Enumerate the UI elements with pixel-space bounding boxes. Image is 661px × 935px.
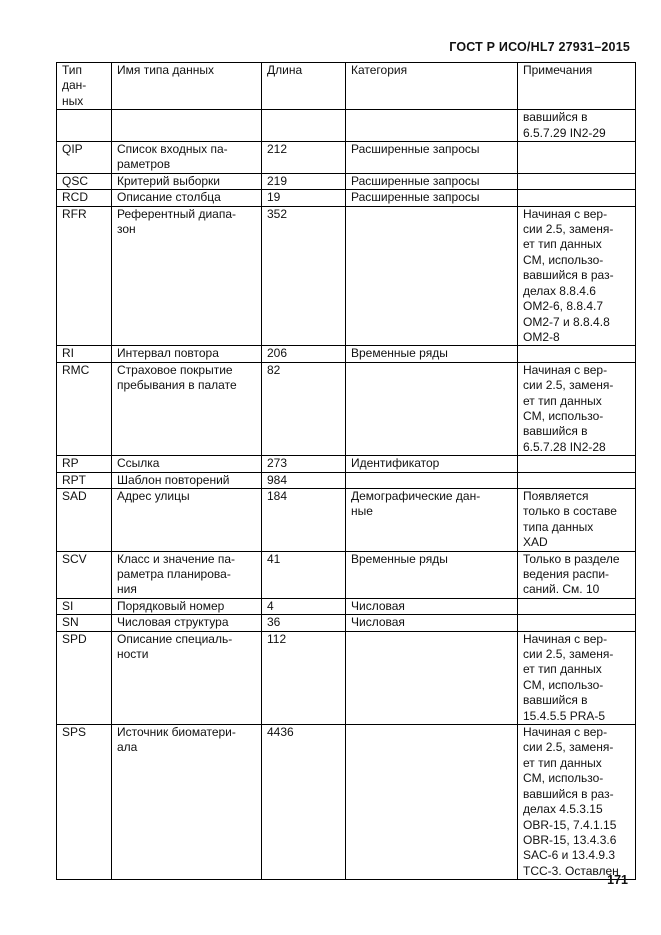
column-header-category: Категория	[346, 63, 518, 110]
cell-notes: Начиная с вер- сии 2.5, заменя- ет тип данных CM, использо- вавшийся в раз- делах 4.5.3.15 OBR-15, 7.4.1.15 OBR-15, 13.4.3.6 SAC-6 и 13.4.9.3 TCC-3. Оставлен	[518, 725, 636, 880]
cell-category: Расширенные запросы	[346, 142, 518, 174]
cell-notes: Начиная с вер- сии 2.5, заменя- ет тип данных CM, использо- вавшийся в 6.5.7.28 IN2-28	[518, 362, 636, 455]
cell-notes: Начиная с вер- сии 2.5, заменя- ет тип данных CM, использо- вавшийся в раз- делах 8.8.4.6 OM2-6, 8.8.4.7 OM2-7 и 8.8.4.8 OM2-8	[518, 206, 636, 346]
cell-length: 273	[262, 456, 346, 472]
cell-name: Страховое покрытие пребывания в палате	[112, 362, 262, 455]
cell-length: 352	[262, 206, 346, 346]
cell-category	[346, 631, 518, 724]
cell-code: RCD	[57, 190, 112, 206]
cell-notes	[518, 615, 636, 631]
table-row	[57, 346, 636, 362]
cell-notes: Только в разделе ведения распи- саний. См. 10	[518, 551, 636, 598]
cell-code: QSC	[57, 173, 112, 189]
cell-name: Интервал повтора	[112, 346, 262, 362]
table-row	[57, 472, 636, 488]
cell-notes	[518, 346, 636, 362]
cell-category: Числовая	[346, 615, 518, 631]
cell-category: Расширенные запросы	[346, 173, 518, 189]
cell-length: 112	[262, 631, 346, 724]
cell-category: Идентификатор	[346, 456, 518, 472]
cell-length: 206	[262, 346, 346, 362]
cell-name: Критерий выборки	[112, 173, 262, 189]
cell-notes	[518, 598, 636, 614]
table-row	[57, 110, 636, 142]
cell-code: RFR	[57, 206, 112, 346]
column-header-name: Имя типа данных	[112, 63, 262, 110]
cell-name: Источник биоматери- ала	[112, 725, 262, 880]
page-number: 171	[607, 873, 628, 887]
cell-name	[112, 110, 262, 142]
cell-code: SPD	[57, 631, 112, 724]
cell-code: RP	[57, 456, 112, 472]
cell-category	[346, 110, 518, 142]
cell-notes	[518, 173, 636, 189]
cell-length: 19	[262, 190, 346, 206]
data-types-table	[56, 62, 636, 880]
cell-notes: Начиная с вер- сии 2.5, заменя- ет тип данных CM, использо- вавшийся в 15.4.5.5 PRA-5	[518, 631, 636, 724]
cell-category: Демографические дан- ные	[346, 488, 518, 551]
cell-code: RPT	[57, 472, 112, 488]
cell-code: SI	[57, 598, 112, 614]
cell-category: Расширенные запросы	[346, 190, 518, 206]
cell-length: 41	[262, 551, 346, 598]
cell-code: SAD	[57, 488, 112, 551]
cell-notes: вавшийся в 6.5.7.29 IN2-29	[518, 110, 636, 142]
cell-length: 4	[262, 598, 346, 614]
cell-category	[346, 472, 518, 488]
cell-code: SCV	[57, 551, 112, 598]
cell-length	[262, 110, 346, 142]
cell-category	[346, 362, 518, 455]
cell-notes: Появляется только в составе типа данных XAD	[518, 488, 636, 551]
cell-name: Класс и значение па- раметра планирова- ния	[112, 551, 262, 598]
column-header-length: Длина	[262, 63, 346, 110]
cell-category: Числовая	[346, 598, 518, 614]
table-header-row	[57, 63, 636, 110]
cell-name: Описание столбца	[112, 190, 262, 206]
cell-length: 212	[262, 142, 346, 174]
cell-category	[346, 725, 518, 880]
cell-code: SN	[57, 615, 112, 631]
table-row	[57, 142, 636, 174]
column-header-notes: Примечания	[518, 63, 636, 110]
table-row	[57, 631, 636, 724]
cell-name: Числовая структура	[112, 615, 262, 631]
cell-notes	[518, 472, 636, 488]
cell-length: 36	[262, 615, 346, 631]
table-row	[57, 551, 636, 598]
table-row	[57, 362, 636, 455]
cell-name: Адрес улицы	[112, 488, 262, 551]
cell-code	[57, 110, 112, 142]
cell-length: 184	[262, 488, 346, 551]
table-body	[57, 110, 636, 880]
cell-length: 4436	[262, 725, 346, 880]
cell-name: Референтный диапа- зон	[112, 206, 262, 346]
cell-length: 82	[262, 362, 346, 455]
cell-length: 219	[262, 173, 346, 189]
table-row	[57, 598, 636, 614]
table-row	[57, 190, 636, 206]
column-header-type: Тип дан- ных	[57, 63, 112, 110]
table-row	[57, 456, 636, 472]
cell-code: QIP	[57, 142, 112, 174]
cell-name: Список входных па- раметров	[112, 142, 262, 174]
table-row	[57, 488, 636, 551]
table-row	[57, 725, 636, 880]
table-row	[57, 615, 636, 631]
cell-code: RI	[57, 346, 112, 362]
table-row	[57, 173, 636, 189]
cell-notes	[518, 456, 636, 472]
table-row	[57, 206, 636, 346]
cell-code: SPS	[57, 725, 112, 880]
cell-name: Ссылка	[112, 456, 262, 472]
cell-name: Описание специаль- ности	[112, 631, 262, 724]
document-header: ГОСТ Р ИСО/HL7 27931–2015	[449, 40, 630, 54]
cell-notes	[518, 142, 636, 174]
cell-category: Временные ряды	[346, 346, 518, 362]
cell-category	[346, 206, 518, 346]
cell-category: Временные ряды	[346, 551, 518, 598]
cell-name: Порядковый номер	[112, 598, 262, 614]
cell-name: Шаблон повторений	[112, 472, 262, 488]
cell-notes	[518, 190, 636, 206]
cell-code: RMC	[57, 362, 112, 455]
cell-length: 984	[262, 472, 346, 488]
